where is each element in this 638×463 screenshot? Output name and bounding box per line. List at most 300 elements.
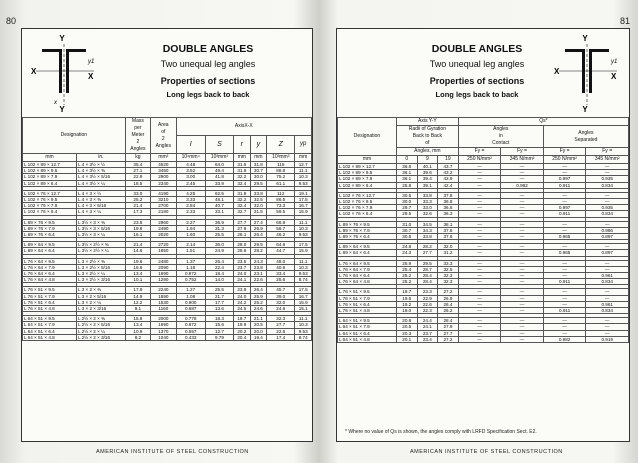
table-cell: L 102 × 76 × 9.5 — [338, 199, 397, 205]
table-cell: 27.9 — [438, 324, 459, 330]
table-cell: 16.6 — [125, 264, 150, 270]
table-cell: — — [501, 211, 544, 217]
table-cell: L 4 × 3½ × ⅜ — [77, 168, 126, 174]
left-title-block — [22, 29, 312, 118]
table-cell: 14.0 — [205, 277, 233, 283]
table-cell: L 76 × 51 × 4.8 — [338, 308, 397, 314]
table-cell: 25.5 — [205, 232, 233, 238]
table-cell: 25.9 — [250, 293, 267, 299]
unit-cell: 250 N/mm² — [543, 156, 586, 164]
table-cell: 24.0 — [233, 293, 250, 299]
table-cell: 30.5 — [397, 192, 418, 198]
table-cell: 26.4 — [250, 232, 267, 238]
table-cell: — — [458, 211, 501, 217]
table-cell: 1850 — [151, 248, 176, 254]
table-cell: 49.4 — [205, 168, 233, 174]
table-cell: 4520 — [151, 162, 176, 168]
table-cell: 32.0 — [438, 244, 459, 250]
table-row — [23, 334, 312, 340]
table-cell: L 89 × 76 × 9.5 — [338, 221, 397, 227]
unit-cell: mm² — [151, 154, 176, 162]
table-cell: 22.9 — [417, 295, 438, 301]
table-cell: — — [543, 260, 586, 266]
table-cell: 1290 — [151, 277, 176, 283]
table-cell: L 102 × 89 × 7.9 — [338, 176, 397, 182]
table-cell: — — [586, 266, 629, 272]
table-cell: 11.1 — [295, 219, 312, 225]
table-cell: 14.6 — [125, 248, 150, 254]
table-cell: — — [501, 234, 544, 240]
table-cell: 1.94 — [176, 225, 205, 231]
table-cell: 30.5 — [397, 234, 418, 240]
table-cell: L 4 × 3 × 5/16 — [77, 203, 126, 209]
table-cell: — — [458, 330, 501, 336]
table-cell: 26.4 — [205, 258, 233, 264]
table-cell: 16.1 — [125, 232, 150, 238]
table-cell: 14.9 — [125, 293, 150, 299]
unit-cell: 250 N/mm² — [458, 156, 501, 164]
table-cell: — — [501, 336, 544, 342]
table-cell: — — [501, 301, 544, 307]
table-cell: 31.9 — [233, 168, 250, 174]
table-cell: 0.433 — [176, 334, 205, 340]
right-title: DOUBLE ANGLES — [431, 43, 523, 55]
table-cell: 0.961 — [586, 273, 629, 279]
table-cell: 3.00 — [176, 174, 205, 180]
table-cell: 32.5 — [438, 266, 459, 272]
unit-cell: 10³mm³ — [267, 154, 295, 162]
table-cell: 28.4 — [438, 318, 459, 324]
table-cell: 33.0 — [125, 190, 150, 196]
table-cell: 15.1 — [295, 306, 312, 312]
table-cell: L 102 × 76 × 6.4 — [23, 209, 77, 215]
table-cell: 13.4 — [125, 271, 150, 277]
col-header-yp: yp — [295, 136, 312, 154]
table-cell: — — [543, 324, 586, 330]
table-cell: 9.53 — [295, 271, 312, 277]
table-cell: L 76 × 64 × 9.5 — [338, 260, 397, 266]
table-cell: 33.9 — [205, 180, 233, 186]
table-cell: — — [586, 295, 629, 301]
table-cell: — — [501, 330, 544, 336]
table-cell: 9.53 — [295, 232, 312, 238]
table-cell: L 76 × 64 × 6.4 — [338, 273, 397, 279]
table-cell: 0.919 — [586, 336, 629, 342]
table-cell: 11.1 — [295, 168, 312, 174]
table-cell: 39.6 — [417, 170, 438, 176]
table-cell: — — [586, 192, 629, 198]
table-cell: 28.7 — [417, 266, 438, 272]
table-cell: 29.7 — [397, 205, 418, 211]
table-cell: 0.965 — [543, 250, 586, 256]
table-cell: 1690 — [151, 271, 176, 277]
table-cell: 40.6 — [267, 264, 295, 270]
col-header-y: y — [250, 136, 267, 154]
col-header-separated: Angles Separated — [543, 126, 628, 148]
unit-cell: 10⁶mm⁴ — [176, 154, 205, 162]
table-cell: 27.4 — [250, 219, 267, 225]
table-cell: 33.8 — [250, 190, 267, 196]
table-cell: 2960 — [151, 219, 176, 225]
table-cell: L 76 × 64 × 7.9 — [23, 264, 77, 270]
unit-cell: 19 — [438, 156, 459, 164]
table-cell: — — [543, 199, 586, 205]
table-cell: L 3 × 2 × 5/16 — [77, 293, 126, 299]
table-cell: 12.7 — [205, 328, 233, 334]
table-cell: — — [586, 221, 629, 227]
table-cell: 27.2 — [438, 289, 459, 295]
table-cell: 27.7 — [233, 219, 250, 225]
table-cell: — — [458, 289, 501, 295]
table-cell: 40.7 — [205, 203, 233, 209]
table-cell: — — [501, 295, 544, 301]
table-cell: 22.4 — [205, 264, 233, 270]
table-cell: L 102 × 89 × 7.9 — [23, 174, 77, 180]
table-cell: 10.3 — [295, 322, 312, 328]
left-footer: AMERICAN INSTITUTE OF STEEL CONSTRUCTION — [96, 449, 249, 455]
table-cell: — — [501, 266, 544, 272]
right-props-subtitle: Long legs back to back — [435, 90, 519, 99]
table-cell: — — [458, 227, 501, 233]
left-page — [0, 0, 318, 463]
table-cell: L 89 × 64 × 6.4 — [338, 250, 397, 256]
table-cell: 32.3 — [438, 279, 459, 285]
table-cell: 28.2 — [250, 248, 267, 254]
table-cell: — — [458, 260, 501, 266]
table-cell: 27.7 — [438, 330, 459, 336]
table-cell: L 2½ × 2 × 5/16 — [77, 322, 126, 328]
table-cell: 8.74 — [295, 277, 312, 283]
right-props-title: Properties of sections — [429, 76, 525, 86]
table-cell: 0.672 — [176, 322, 205, 328]
table-cell: 16.7 — [295, 203, 312, 209]
table-cell: 0.778 — [176, 316, 205, 322]
table-cell: 25.2 — [397, 279, 418, 285]
table-cell: L 102 × 89 × 12.7 — [338, 164, 397, 170]
table-cell: L 64 × 51 × 6.4 — [23, 328, 77, 334]
col-header-I: I — [176, 136, 205, 154]
left-props-title: Properties of sections — [160, 76, 256, 86]
table-cell: 40.1 — [417, 164, 438, 170]
table-cell: 20.5 — [397, 324, 418, 330]
table-cell: — — [458, 318, 501, 324]
table-cell: 24.6 — [267, 306, 295, 312]
col-header-area: Area of 2 Angles — [151, 118, 176, 154]
table-cell: 26.4 — [438, 301, 459, 307]
svg-text:Y: Y — [582, 105, 588, 113]
table-cell: 17.7 — [205, 299, 233, 305]
table-cell: 10.3 — [295, 174, 312, 180]
table-cell: 30.7 — [250, 168, 267, 174]
table-cell: 25.4 — [397, 266, 418, 272]
svg-text:X: X — [554, 67, 560, 76]
table-cell: — — [458, 164, 501, 170]
table-cell: L 4 × 3½ × ¼ — [77, 180, 126, 186]
col-header-r: r — [233, 136, 250, 154]
double-angle-section-diagram-right — [551, 33, 623, 113]
table-cell: 0.834 — [586, 211, 629, 217]
table-cell: 19.5 — [397, 295, 418, 301]
table-cell: L 4 × 3½ × 5/16 — [77, 174, 126, 180]
table-cell: — — [458, 205, 501, 211]
table-cell: 24.3 — [397, 250, 418, 256]
table-cell: 25.5 — [205, 287, 233, 293]
col-header-angles-mm: Angles, mm — [397, 148, 459, 156]
table-cell: 23.7 — [417, 330, 438, 336]
table-cell: 24.9 — [205, 248, 233, 254]
table-cell: L 76 × 51 × 6.4 — [338, 301, 397, 307]
table-cell: L 102 × 76 × 12.7 — [338, 192, 397, 198]
table-cell: L 89 × 76 × 9.5 — [23, 219, 77, 225]
table-cell: 1370 — [151, 328, 176, 334]
table-cell: 35.4 — [125, 162, 150, 168]
table-cell: — — [543, 192, 586, 198]
table-cell: 0.982 — [543, 336, 586, 342]
table-cell: 23.7 — [233, 264, 250, 270]
table-cell: 27.1 — [125, 168, 150, 174]
table-cell: 4.48 — [176, 162, 205, 168]
table-cell: 32.5 — [250, 197, 267, 203]
table-cell: 31.0 — [397, 221, 418, 227]
table-cell: 37.6 — [438, 234, 459, 240]
table-cell: 32.0 — [267, 299, 295, 305]
table-cell: 15.9 — [295, 299, 312, 305]
table-cell: 20.2 — [233, 328, 250, 334]
table-cell: 21.4 — [125, 203, 150, 209]
table-cell: 23.4 — [417, 336, 438, 342]
diagram-label-y1: y1 — [88, 59, 95, 65]
table-cell: 17.5 — [295, 197, 312, 203]
table-cell: — — [458, 336, 501, 342]
table-cell: 9.53 — [295, 180, 312, 186]
table-cell: 24.1 — [233, 277, 250, 283]
table-cell: 34.5 — [417, 221, 438, 227]
table-cell: L 76 × 64 × 6.4 — [23, 271, 77, 277]
table-cell: 29.5 — [397, 211, 418, 217]
table-cell: 25.6 — [267, 277, 295, 283]
table-cell: 39.0 — [267, 293, 295, 299]
table-cell: — — [501, 227, 544, 233]
left-units-row — [23, 154, 312, 162]
table-cell: 16.7 — [295, 293, 312, 299]
diagram-label-X-right: X — [88, 72, 94, 81]
table-cell: 0.965 — [543, 234, 586, 240]
table-cell: 44.7 — [267, 248, 295, 254]
table-cell: L 76 × 51 × 7.9 — [23, 293, 77, 299]
table-cell: L 3 × 2 × ¼ — [77, 299, 126, 305]
table-cell: — — [501, 170, 544, 176]
table-cell: 33.3 — [417, 199, 438, 205]
table-cell: 0.900 — [176, 299, 205, 305]
table-cell: 31.5 — [250, 209, 267, 215]
table-cell: L 76 × 51 × 9.5 — [23, 287, 77, 293]
table-cell: 20.4 — [233, 334, 250, 340]
table-cell: — — [458, 199, 501, 205]
table-cell: 0.911 — [543, 182, 586, 188]
table-cell: 33.0 — [417, 205, 438, 211]
table-cell: L 76 × 51 × 4.8 — [23, 306, 77, 312]
col-header-contact: Angles in Contact — [458, 126, 543, 148]
table-cell: L 89 × 64 × 6.4 — [23, 248, 77, 254]
table-cell: 24.8 — [397, 244, 418, 250]
table-cell: — — [543, 221, 586, 227]
table-cell: 2.27 — [176, 219, 205, 225]
table-cell: 15.9 — [295, 209, 312, 215]
table-cell: 1890 — [151, 293, 176, 299]
table-cell: L 102 × 76 × 7.9 — [338, 205, 397, 211]
table-cell: 31.8 — [250, 162, 267, 168]
table-cell: 0.972 — [176, 271, 205, 277]
page-number-right: 81 — [619, 16, 630, 26]
table-cell: — — [458, 295, 501, 301]
table-cell: — — [543, 318, 586, 324]
table-cell: L 89 × 64 × 9.5 — [338, 244, 397, 250]
table-cell: L 64 × 51 × 9.5 — [338, 318, 397, 324]
table-cell: 4190 — [151, 190, 176, 196]
table-cell: — — [543, 289, 586, 295]
table-cell: 2700 — [151, 203, 176, 209]
table-cell: 17.5 — [295, 287, 312, 293]
table-cell: L 102 × 89 × 9.5 — [338, 170, 397, 176]
table-cell: 39.1 — [417, 182, 438, 188]
table-cell: 26.2 — [438, 308, 459, 314]
table-cell: 30.0 — [250, 174, 267, 180]
table-cell: L 64 × 51 × 4.8 — [338, 336, 397, 342]
unit-cell: 9 — [417, 156, 438, 164]
table-cell: 0.897 — [586, 234, 629, 240]
table-cell: — — [586, 260, 629, 266]
table-cell: — — [501, 289, 544, 295]
table-cell: L 3 × 2 × ⅜ — [77, 287, 126, 293]
table-row — [338, 336, 629, 342]
table-cell: — — [458, 170, 501, 176]
table-cell: 17.3 — [125, 209, 150, 215]
table-cell: 2000 — [151, 316, 176, 322]
table-cell: 43.2 — [438, 170, 459, 176]
table-cell: L 2½ × 2 × ¼ — [77, 328, 126, 334]
table-cell: 39.4 — [417, 176, 438, 182]
unit-cell: 345 N/mm² — [501, 156, 544, 164]
table-cell: — — [458, 266, 501, 272]
table-cell: 30.7 — [397, 227, 418, 233]
table-cell: 19.7 — [397, 289, 418, 295]
table-cell: 0.557 — [176, 328, 205, 334]
table-cell: 62.5 — [205, 190, 233, 196]
table-cell: 2900 — [151, 174, 176, 180]
table-cell: 25.8 — [397, 182, 418, 188]
right-footer: AMERICAN INSTITUTE OF STEEL CONSTRUCTION — [410, 449, 563, 455]
page-number-left: 80 — [6, 16, 17, 26]
table-cell: — — [458, 176, 501, 182]
table-cell: 1690 — [151, 322, 176, 328]
table-cell: 0.834 — [586, 182, 629, 188]
table-cell: 25.2 — [125, 197, 150, 203]
table-cell: 41.8 — [205, 174, 233, 180]
table-cell: 36.9 — [205, 219, 233, 225]
left-props-subtitle: Long legs back to back — [166, 90, 250, 99]
table-cell: 2340 — [151, 180, 176, 186]
table-cell: 22.6 — [250, 277, 267, 283]
table-cell: — — [543, 295, 586, 301]
table-cell: 19.8 — [125, 225, 150, 231]
table-cell: 88.8 — [267, 168, 295, 174]
table-cell: 22.9 — [125, 174, 150, 180]
table-cell: L 76 × 51 × 6.4 — [23, 299, 77, 305]
right-title-block — [337, 29, 629, 118]
table-cell: 17.6 — [125, 287, 150, 293]
qs-footnote: * Where no value of Qs is shown, the angles comply with LRFD Specification Sect. E2. — [345, 429, 537, 435]
table-cell: 0.834 — [586, 279, 629, 285]
table-cell: 24.1 — [417, 324, 438, 330]
svg-text:Y: Y — [582, 34, 588, 43]
left-subtitle: Two unequal leg angles — [160, 59, 256, 69]
table-cell: L 4 × 3 × ⅜ — [77, 197, 126, 203]
table-cell: — — [501, 260, 544, 266]
left-title: DOUBLE ANGLES — [162, 43, 254, 55]
table-cell: 28.2 — [417, 244, 438, 250]
table-cell: 42.9 — [438, 176, 459, 182]
table-cell: 24.3 — [250, 258, 267, 264]
table-cell: 64.6 — [267, 242, 295, 248]
table-cell: L 89 × 76 × 6.4 — [23, 232, 77, 238]
table-cell: — — [586, 244, 629, 250]
table-cell: 8.74 — [295, 334, 312, 340]
unit-cell: 0 — [397, 156, 418, 164]
table-cell: — — [501, 250, 544, 256]
table-cell: 0.961 — [586, 301, 629, 307]
table-cell: 18.4 — [205, 271, 233, 277]
col-header-fy-sep-1: Fy = — [543, 148, 586, 156]
unit-cell: in. — [77, 154, 126, 162]
table-cell: — — [501, 199, 544, 205]
table-cell: 38.1 — [438, 221, 459, 227]
col-header-designation-right: Designation — [338, 118, 397, 156]
table-cell: 2020 — [151, 232, 176, 238]
table-cell: L 3½ × 3 × ¼ — [77, 232, 126, 238]
table-cell: 23.1 — [250, 271, 267, 277]
table-cell: 2180 — [151, 209, 176, 215]
unit-cell: mm — [338, 156, 397, 164]
table-cell: 31.5 — [233, 162, 250, 168]
right-properties-table — [337, 117, 629, 343]
table-cell: — — [501, 192, 544, 198]
right-page — [320, 0, 638, 463]
table-cell: 115 — [267, 162, 295, 168]
table-cell: 25.2 — [397, 273, 418, 279]
table-cell: — — [543, 273, 586, 279]
table-cell: 32.4 — [233, 203, 250, 209]
table-cell: — — [501, 205, 544, 211]
col-header-mass: Mass per Meter 2 Angles — [125, 118, 150, 154]
table-cell: 15.6 — [205, 322, 233, 328]
table-cell: 0.997 — [543, 176, 586, 182]
unit-cell: 345 N/mm² — [586, 156, 629, 164]
table-cell: 27.2 — [438, 336, 459, 342]
table-cell: 28.1 — [233, 232, 250, 238]
table-cell: — — [458, 279, 501, 285]
table-cell: L 102 × 89 × 9.5 — [23, 168, 77, 174]
table-cell: 33.8 — [417, 234, 438, 240]
table-cell: 20.8 — [397, 318, 418, 324]
diagram-label-Y-bottom: Y — [59, 105, 65, 113]
table-cell: L 64 × 51 × 6.4 — [338, 330, 397, 336]
diagram-label-Y-top: Y — [59, 34, 65, 43]
table-cell: 36.6 — [438, 205, 459, 211]
table-cell: 3.33 — [176, 197, 205, 203]
table-cell: 15.8 — [125, 316, 150, 322]
table-cell: — — [543, 330, 586, 336]
col-header-fy-contact-2: Fy = — [501, 148, 544, 156]
